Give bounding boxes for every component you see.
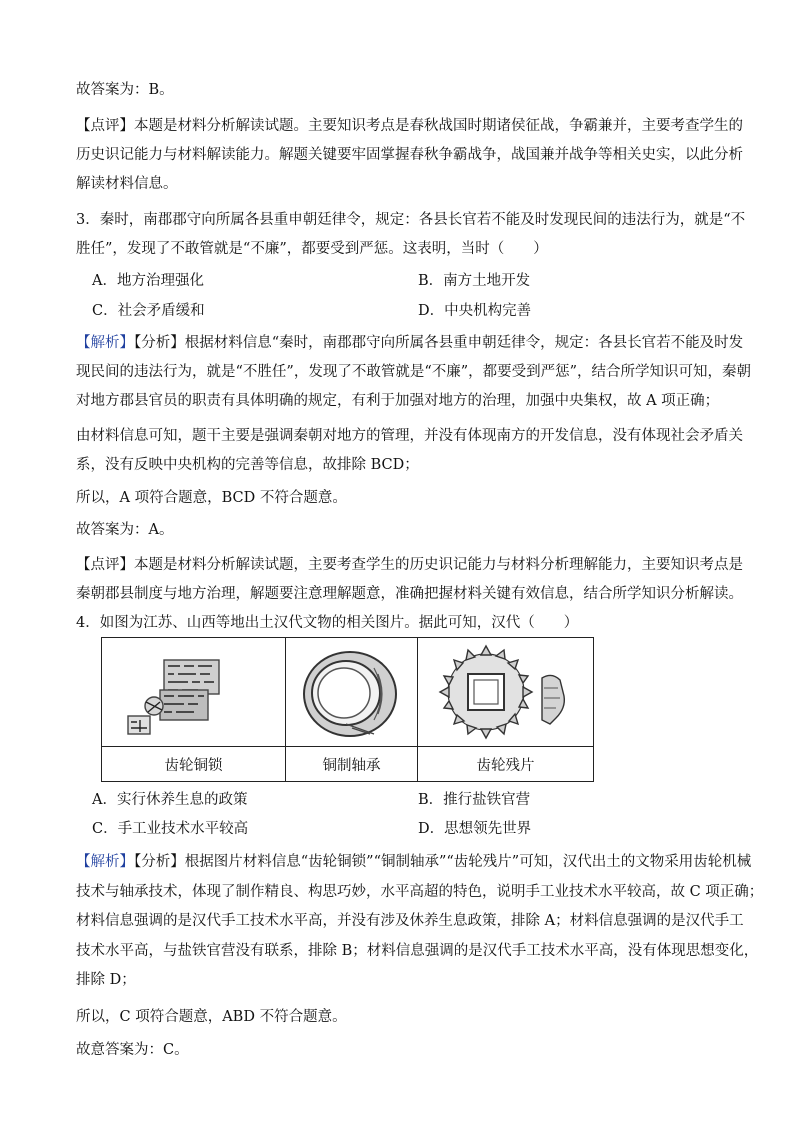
analysis-tag: 【解析】 [76, 335, 134, 351]
analysis-3-line-5: 系，没有反映中央机构的完善等信息，故排除 BCD； [76, 457, 419, 473]
caption-copper-bearing: 铜制轴承 [286, 747, 418, 782]
caption-gear-fragment: 齿轮残片 [418, 747, 594, 782]
analysis-text: 【分析】根据图片材料信息“齿轮铜锁”“铜制轴承”“齿轮残片”可知，汉代出土的文物采用齿轮机械 [134, 854, 752, 870]
artifact-table [101, 637, 594, 782]
caption-gear-copper-lock: 齿轮铜锁 [102, 747, 286, 782]
copper-bearing-cell [286, 638, 418, 747]
option-4d: D．思想领先世界 [418, 821, 532, 837]
analysis-3-line-2: 现民间的违法行为，就是“不胜任”，发现了不敢管就是“不廉”，都要受到严惩”，结合所学知识可知，秦朝 [76, 364, 752, 380]
question-3-line-1: 3．秦时，南郡郡守向所属各县重申朝廷律令，规定：各县长官若不能及时发现民间的违法行为，就是“不 [76, 212, 746, 228]
question-4-line-1: 4．如图为江苏、山西等地出土汉代文物的相关图片。据此可知，汉代（ ） [76, 615, 579, 631]
analysis-3-line-3: 对地方郡县官员的职责有具体明确的规定，有利于加强对地方的治理，加强中央集权，故 A 项正确； [76, 393, 720, 409]
option-3a: A．地方治理强化 [92, 273, 204, 289]
option-4c: C．手工业技术水平较高 [92, 821, 249, 837]
analysis-tag: 【解析】 [76, 854, 134, 870]
analysis-4-line-2: 技术与轴承技术，体现了制作精良、构思巧妙，水平高超的特色，说明手工业技术水平较高，故 C 项正确； [76, 884, 764, 900]
analysis-3-line-6: 所以，A 项符合题意，BCD 不符合题意。 [76, 490, 347, 506]
copper-bearing-image [286, 638, 417, 746]
analysis-4-line-3: 材料信息强调的是汉代手工技术水平高，并没有涉及休养生息政策，排除 A；材料信息强调的是汉代手工 [76, 913, 744, 929]
gear-copper-lock-cell [102, 638, 286, 747]
option-3b: B．南方土地开发 [418, 273, 531, 289]
answer-line-q2: 故答案为：B。 [76, 82, 174, 98]
comment-line-3: 解读材料信息。 [76, 176, 178, 192]
option-4b: B．推行盐铁官营 [418, 792, 531, 808]
analysis-3-line-4: 由材料信息可知，题干主要是强调秦朝对地方的管理，并没有体现南方的开发信息，没有体现社会矛盾关 [76, 428, 743, 444]
option-3d: D．中央机构完善 [418, 303, 532, 319]
comment-3-line-2: 秦朝郡县制度与地方治理，解题要注意理解题意，准确把握材料关键有效信息，结合所学知识分析解读。 [76, 586, 743, 602]
comment-3-line-1: 【点评】本题是材料分析解读试题，主要考查学生的历史识记能力与材料分析理解能力，主要知识考点是 [76, 557, 743, 573]
analysis-4-line-5: 排除 D； [76, 972, 136, 988]
option-4a: A．实行休养生息的政策 [92, 792, 248, 808]
answer-line-q3: 故答案为：A。 [76, 522, 174, 538]
comment-line-2: 历史识记能力与材料解读能力。解题关键要牢固掌握春秋争霸战争，战国兼并战争等相关史实，以此分析 [76, 147, 743, 163]
gear-fragment-cell [418, 638, 594, 747]
gear-fragment-image [418, 638, 593, 746]
analysis-4-line-1 [76, 852, 751, 872]
option-3c: C．社会矛盾缓和 [92, 303, 205, 319]
question-3-line-2: 胜任”，发现了不敢管就是“不廉”，都要受到严惩。这表明，当时（ ） [76, 241, 548, 257]
analysis-text: 【分析】根据材料信息“秦时，南郡郡守向所属各县重申朝廷律令，规定：各县长官若不能及时发 [134, 335, 744, 351]
analysis-3-line-1 [76, 333, 743, 353]
analysis-4-line-4: 技术水平高，与盐铁官营没有联系，排除 B；材料信息强调的是汉代手工技术水平高，没有体现思想变化， [76, 943, 759, 959]
comment-line-1: 【点评】本题是材料分析解读试题。主要知识考点是春秋战国时期诸侯征战，争霸兼并，主要考查学生的 [76, 118, 743, 134]
gear-copper-lock-image [102, 638, 285, 746]
answer-line-q4: 故意答案为：C。 [76, 1042, 189, 1058]
analysis-4-line-6: 所以，C 项符合题意，ABD 不符合题意。 [76, 1009, 347, 1025]
